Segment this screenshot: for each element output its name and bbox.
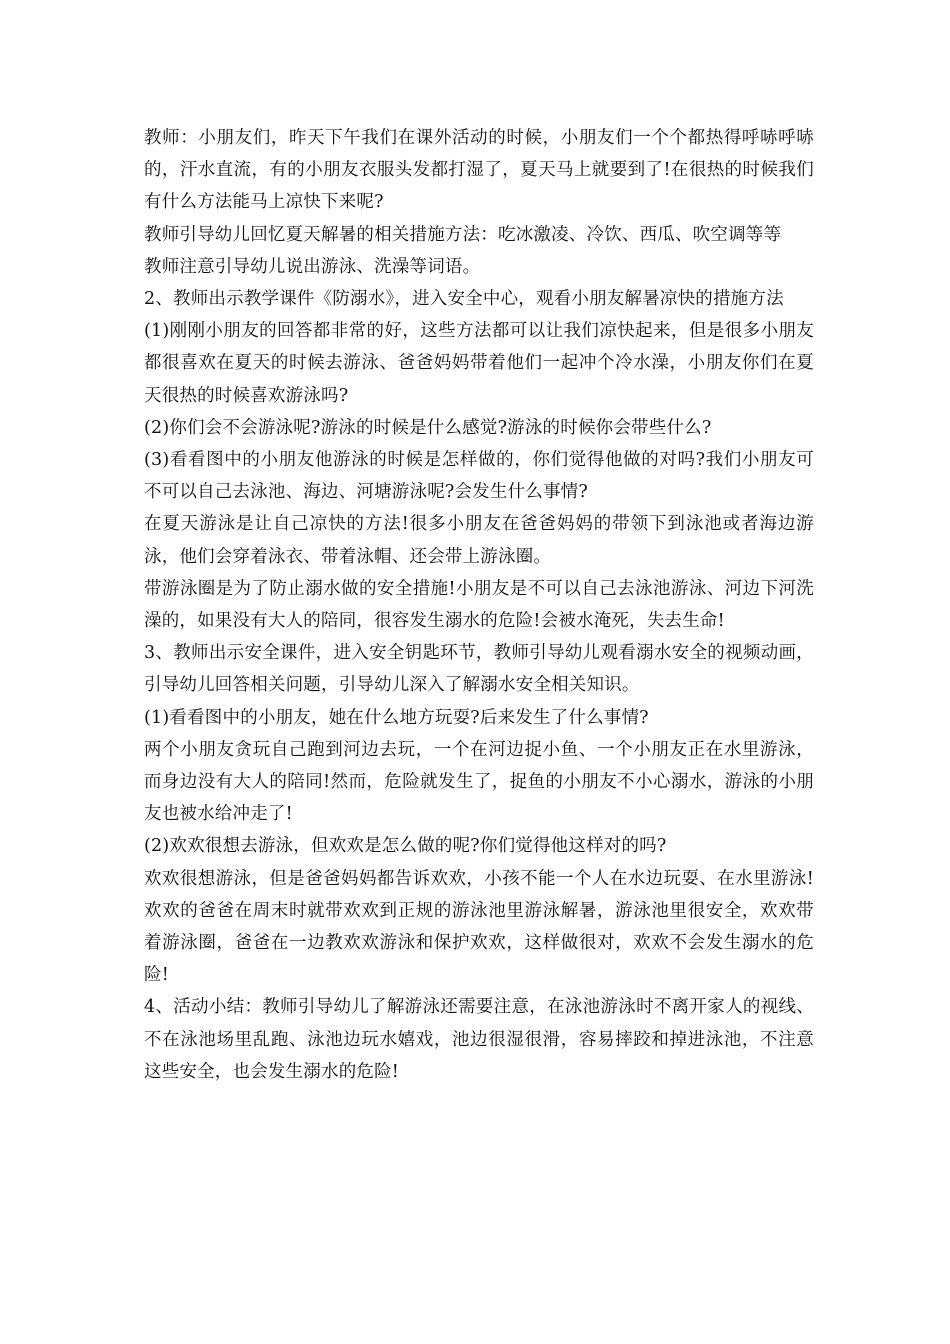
paragraph-step-3-question-1: (1)看看图中的小朋友，她在什么地方玩耍?后来发生了什么事情? xyxy=(144,707,649,728)
paragraph-river-story: 两个小朋友贪玩自己跑到河边去玩，一个在河边捉小鱼、一个小朋友正在水里游泳，而身边没有大人的陪同!然而，危险就发生了，捉鱼的小朋友不小心溺水，游泳的小朋友也被水给冲走了! xyxy=(144,739,814,825)
document-body xyxy=(144,122,814,1088)
paragraph-teacher-guidance-words: 教师注意引导幼儿说出游泳、洗澡等词语。 xyxy=(144,256,481,277)
paragraph-summer-swimming: 在夏天游泳是让自己凉快的方法!很多小朋友在爸爸妈妈的带领下到泳池或者海边游泳，他们会穿着泳衣、带着泳帽、还会带上游泳圈。 xyxy=(144,514,814,567)
paragraph-step-4-summary: 4、活动小结：教师引导幼儿了解游泳还需要注意，在泳池游泳时不离开家人的视线、不在泳池场里乱跑、泳池边玩水嬉戏，池边很湿很滑，容易摔跤和掉进泳池，不注意这些安全，也会发生溺水的危险! xyxy=(144,997,814,1082)
paragraph-huanhuan-story: 欢欢很想游泳，但是爸爸妈妈都告诉欢欢，小孩不能一个人在水边玩耍、在水里游泳!欢欢的爸爸在周末时就带欢欢到正规的游泳池里游泳解暑，游泳池里很安全，欢欢带着游泳圈，爸爸在一边教欢欢游泳和保护欢欢，这样做很对，欢欢不会发生溺水的危险! xyxy=(144,868,814,986)
paragraph-question-1: (1)刚刚小朋友的回答都非常的好，这些方法都可以让我们凉快起来，但是很多小朋友都很喜欢在夏天的时候去游泳、爸爸妈妈带着他们一起冲个冷水澡，小朋友你们在夏天很热的时候喜欢游泳吗? xyxy=(144,321,814,406)
paragraph-step-2-heading: 2、教师出示教学课件《防溺水》，进入安全中心，观看小朋友解暑凉快的措施方法 xyxy=(144,289,784,310)
paragraph-summer-cooling-methods: 教师引导幼儿回忆夏天解暑的相关措施方法：吃冰激凌、冷饮、西瓜、吹空调等等 xyxy=(144,224,782,245)
paragraph-step-3-heading: 3、教师出示安全课件，进入安全钥匙环节，教师引导幼儿观看溺水安全的视频动画，引导幼儿回答相关问题，引导幼儿深入了解溺水安全相关知识。 xyxy=(144,643,814,696)
paragraph-intro-question: 教师：小朋友们，昨天下午我们在课外活动的时候，小朋友们一个个都热得呼哧呼哧的，汗水直流，有的小朋友衣服头发都打湿了，夏天马上就要到了!在很热的时候我们有什么方法能马上凉快下来呢? xyxy=(144,128,814,213)
paragraph-swim-ring-safety: 带游泳圈是为了防止溺水做的安全措施!小朋友是不可以自己去泳池游泳、河边下河洗澡的，如果没有大人的陪同，很容发生溺水的危险!会被水淹死，失去生命! xyxy=(144,578,814,632)
paragraph-step-3-question-2: (2)欢欢很想去游泳，但欢欢是怎么做的呢?你们觉得他这样对的吗? xyxy=(144,836,667,857)
paragraph-question-2: (2)你们会不会游泳呢?游泳的时候是什么感觉?游泳的时候你会带些什么? xyxy=(144,417,712,438)
paragraph-question-3: (3)看看图中的小朋友他游泳的时候是怎样做的，你们觉得他做的对吗?我们小朋友可不可以自己去泳池、海边、河塘游泳呢?会发生什么事情? xyxy=(144,450,814,503)
